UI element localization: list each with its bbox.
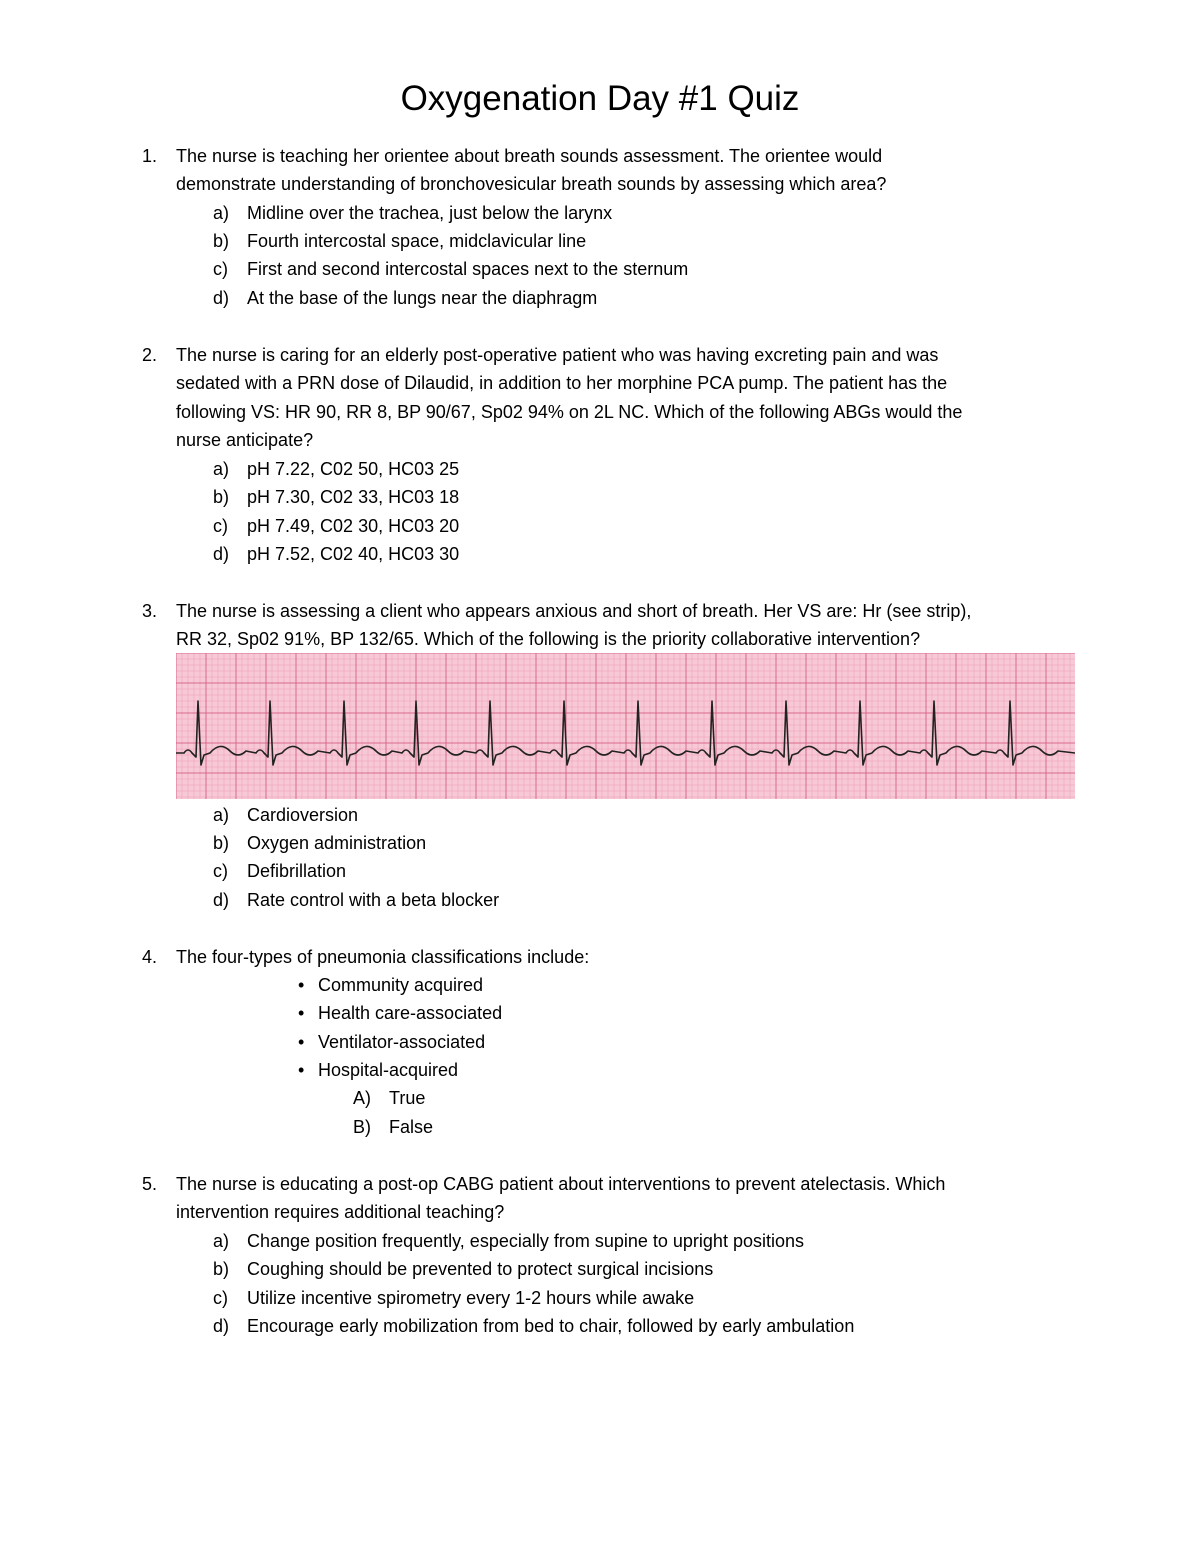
- option-text: Utilize incentive spirometry every 1-2 hours while awake: [247, 1288, 695, 1308]
- question-line: The nurse is caring for an elderly post-operative patient who was having excreting pain and was: [176, 345, 939, 365]
- question-text: [176, 1170, 1056, 1227]
- option-letter: a): [213, 459, 230, 479]
- bullet-dot: •: [298, 1060, 305, 1080]
- option-text: At the base of the lungs near the diaphragm: [247, 288, 598, 308]
- bullet-text: Ventilator-associated: [318, 1032, 486, 1052]
- option-text: First and second intercostal spaces next to the sternum: [247, 259, 689, 279]
- option-letter: b): [213, 833, 230, 853]
- question-text: [176, 341, 1056, 455]
- option-letter: c): [213, 516, 228, 536]
- option-letter: a): [213, 1231, 230, 1251]
- ecg-rhythm-strip: [176, 653, 1075, 799]
- option-text: Fourth intercostal space, midclavicular line: [247, 231, 587, 251]
- option-text: pH 7.22, C02 50, HC03 25: [247, 459, 460, 479]
- option-letter: d): [213, 890, 230, 910]
- question-line: intervention requires additional teaching?: [176, 1202, 505, 1223]
- option-letter: B): [353, 1117, 371, 1137]
- option-letter: d): [213, 288, 230, 308]
- question-line: The nurse is teaching her orientee about breath sounds assessment. The orientee would: [176, 146, 883, 166]
- option-letter: a): [213, 203, 230, 223]
- option-text: pH 7.52, C02 40, HC03 30: [247, 544, 460, 564]
- question-line: demonstrate understanding of bronchovesicular breath sounds by assessing which area?: [176, 174, 887, 195]
- option-text: Change position frequently, especially from supine to upright positions: [247, 1231, 804, 1251]
- option-text: Defibrillation: [247, 861, 347, 881]
- question-number: 1.: [142, 146, 158, 166]
- option-text: Coughing should be prevented to protect surgical incisions: [247, 1259, 714, 1279]
- option-letter: a): [213, 805, 230, 825]
- question-number: 5.: [142, 1174, 158, 1194]
- bullet-dot: •: [298, 1003, 305, 1023]
- question-line: RR 32, Sp02 91%, BP 132/65. Which of the following is the priority collaborative intervention?: [176, 629, 921, 650]
- option-text: Rate control with a beta blocker: [247, 890, 500, 910]
- bullet-text: Community acquired: [318, 975, 484, 995]
- question-line: The four-types of pneumonia classifications include:: [176, 947, 590, 967]
- option-text: True: [389, 1088, 426, 1108]
- question-text: [176, 943, 1056, 971]
- question-line: sedated with a PRN dose of Dilaudid, in addition to her morphine PCA pump. The patient has the: [176, 373, 948, 394]
- option-letter: A): [353, 1088, 371, 1108]
- bullet-dot: •: [298, 975, 305, 995]
- option-letter: c): [213, 861, 228, 881]
- question-line: The nurse is assessing a client who appears anxious and short of breath. Her VS are: Hr (see strip),: [176, 601, 972, 621]
- option-letter: c): [213, 1288, 228, 1308]
- bullet-dot: •: [298, 1032, 305, 1052]
- option-letter: d): [213, 544, 230, 564]
- option-letter: d): [213, 1316, 230, 1336]
- question-number: 2.: [142, 345, 158, 365]
- question-text: [176, 597, 1056, 654]
- question-line: following VS: HR 90, RR 8, BP 90/67, Sp02 94% on 2L NC. Which of the following ABGs would the: [176, 401, 963, 422]
- option-text: False: [389, 1117, 434, 1137]
- question-text: [176, 142, 1056, 199]
- question-number: 4.: [142, 947, 158, 967]
- page-title: Oxygenation Day #1 Quiz: [400, 79, 800, 118]
- option-letter: b): [213, 487, 230, 507]
- question-line: The nurse is educating a post-op CABG patient about interventions to prevent atelectasis. Which: [176, 1174, 946, 1194]
- option-text: Cardioversion: [247, 805, 359, 825]
- bullet-text: Health care-associated: [318, 1003, 503, 1023]
- option-text: Midline over the trachea, just below the larynx: [247, 203, 613, 223]
- option-letter: b): [213, 1259, 230, 1279]
- bullet-text: Hospital-acquired: [318, 1060, 459, 1080]
- option-text: pH 7.30, C02 33, HC03 18: [247, 487, 460, 507]
- question-number: 3.: [142, 601, 158, 621]
- option-text: pH 7.49, C02 30, HC03 20: [247, 516, 460, 536]
- option-letter: b): [213, 231, 230, 251]
- option-text: Oxygen administration: [247, 833, 427, 853]
- option-letter: c): [213, 259, 228, 279]
- question-line: nurse anticipate?: [176, 430, 314, 451]
- option-text: Encourage early mobilization from bed to chair, followed by early ambulation: [247, 1316, 855, 1336]
